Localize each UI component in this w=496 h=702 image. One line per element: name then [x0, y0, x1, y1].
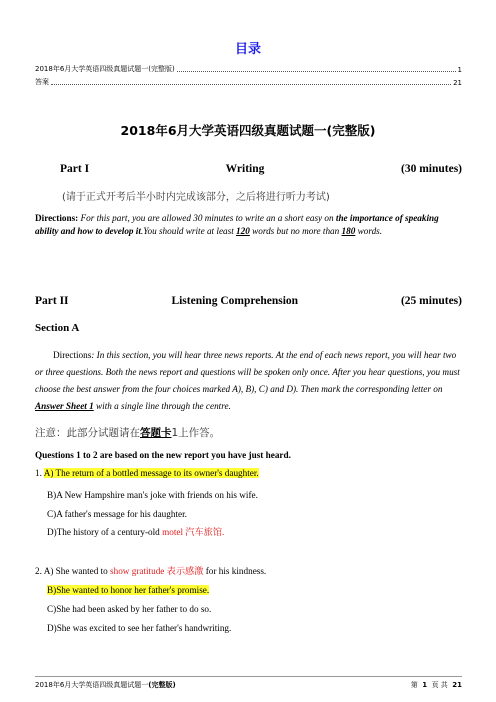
toc-entry[interactable]	[35, 64, 462, 74]
page-label: 第	[410, 681, 418, 689]
question-1-option-b[interactable]: B)A New Hampshire man's joke with friends on his wife.	[47, 490, 258, 500]
option-text: D)The history of a century-old	[47, 527, 163, 537]
footer-title-text: 2018年6月大学英语四级真题试题一	[35, 681, 149, 689]
part1-header	[60, 163, 462, 175]
footer-title-suffix: (完整版)	[148, 681, 176, 689]
option-text: A) She wanted to	[43, 566, 111, 576]
directions-text: with a single line through the centre.	[93, 401, 231, 411]
directions-text: : In this section, you will hear three news reports. At the end of each news report, you will hear two or three questions. Both the news report and questions will be spoken only once. After you hear questions, you must choose the best answer from the four choices marked A), B), C) and D). Then mark the corresponding letter on	[35, 350, 460, 394]
toc-entry-label: 2018年6月大学英语四级真题试题一(完整版)	[35, 65, 175, 73]
notice	[35, 425, 220, 440]
directions-label: Directions:	[35, 213, 79, 223]
question-2-option-d[interactable]: D)She was excited to see her father's handwriting.	[47, 623, 232, 633]
notice-answer-card: 答题卡	[140, 427, 172, 439]
question-number: 1.	[35, 468, 44, 478]
part1-section: Writing	[225, 163, 265, 175]
part1-note: (请于正式开考后半小时内完成该部分，之后将进行听力考试)	[62, 192, 330, 203]
toc-leader	[51, 83, 451, 85]
part2-name: Part II	[35, 295, 69, 307]
question-1-option-a[interactable]	[35, 467, 259, 480]
directions-text: words but no more than	[249, 226, 342, 236]
toc-entry-page: 21	[453, 79, 462, 87]
part2-time: (25 minutes)	[400, 295, 462, 307]
part2-directions	[35, 347, 462, 415]
questions-header: Questions 1 to 2 are based on the new report you have just heard.	[35, 450, 291, 460]
part1-name: Part I	[60, 163, 90, 175]
part1-directions	[35, 212, 462, 238]
question-1-option-d[interactable]	[47, 526, 224, 539]
option-text: for his kindness.	[203, 566, 267, 576]
part1-time: (30 minutes)	[400, 163, 462, 175]
footer-doc-title	[35, 680, 176, 690]
question-1-option-c[interactable]: C)A father's message for his daughter.	[47, 509, 187, 519]
toc-entry-label: 答案	[35, 78, 49, 86]
directions-text: For this part, you are allowed 30 minutes to write an a short easy on	[80, 213, 336, 223]
question-2-option-b[interactable]	[47, 584, 209, 597]
section-a-heading: Section A	[35, 322, 80, 334]
vocab-annotation: show gratitude 表示感激	[110, 566, 204, 576]
directions-text: words.	[355, 226, 383, 236]
max-words: 180	[341, 226, 356, 236]
question-2-option-c[interactable]: C)She had been asked by her father to do so.	[47, 604, 212, 614]
footer-divider	[35, 676, 462, 677]
part2-header	[35, 295, 462, 307]
page-total: 21	[452, 681, 462, 689]
essay-topic: the importance of speaking ability and how to develop it	[35, 213, 439, 236]
vocab-annotation: motel 汽车旅馆.	[162, 527, 225, 537]
page-label: 页 共	[431, 681, 448, 689]
notice-text: 注意：此部分试题请在	[35, 427, 140, 439]
option-text: A) The return of a bottled message to its owner's daughter.	[43, 468, 259, 478]
option-text: B)She wanted to honor her father's promise.	[47, 585, 210, 595]
toc-title: 目录	[234, 42, 261, 57]
answer-sheet-ref: Answer Sheet 1	[35, 401, 94, 411]
min-words: 120	[236, 226, 250, 236]
part2-section: Listening Comprehension	[171, 295, 299, 307]
toc-entry[interactable]	[35, 77, 462, 87]
question-number: 2.	[35, 566, 44, 576]
document-title: 2018年6月大学英语四级真题试题一(完整版)	[120, 123, 376, 138]
page-footer	[35, 680, 462, 690]
page-number: 1	[422, 681, 428, 689]
toc-leader	[177, 70, 456, 72]
notice-text: 1上作答。	[171, 427, 221, 439]
toc-entry-page: 1	[457, 66, 462, 74]
directions-label: Directions	[53, 350, 92, 360]
directions-text: .You should write at least	[140, 226, 237, 236]
footer-page-counter	[411, 680, 462, 690]
question-2-option-a[interactable]	[35, 565, 266, 578]
